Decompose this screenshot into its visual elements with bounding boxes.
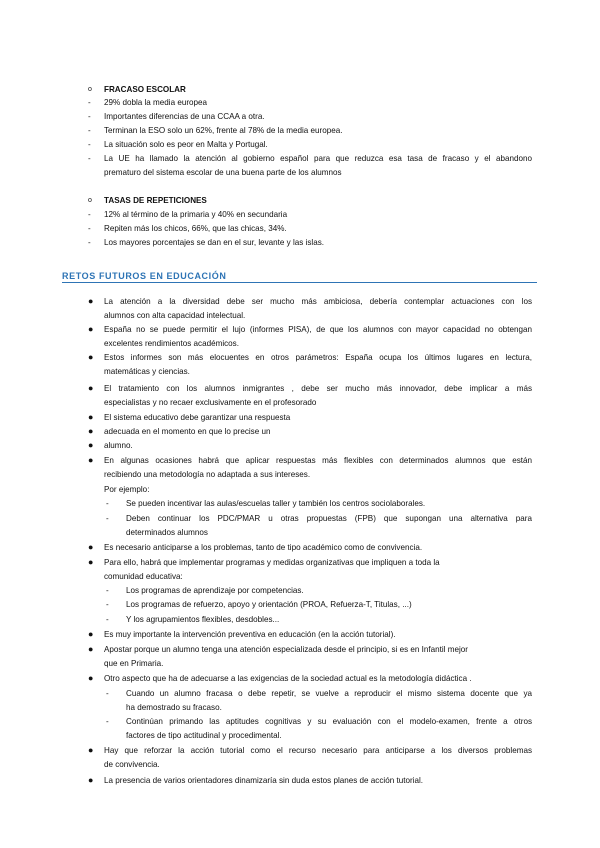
list-item-continuation: que en Primaria. bbox=[104, 659, 164, 668]
sub-list-item: Los programas de aprendizaje por competencias. bbox=[126, 586, 304, 595]
list-item: España no se puede permitir el lujo (informes PISA), de que los alumnos con mayor capacidad no obtengan bbox=[104, 325, 532, 334]
list-item: adecuada en el momento en que lo precise un bbox=[104, 427, 271, 436]
dash-icon: - bbox=[88, 154, 91, 163]
sub-list-item: Y los agrupamientos flexibles, desdobles... bbox=[126, 615, 280, 624]
circle-bullet-icon: o bbox=[88, 86, 92, 93]
list-item: El sistema educativo debe garantizar una respuesta bbox=[104, 413, 291, 422]
dash-icon: - bbox=[88, 126, 91, 135]
bullet-icon: ● bbox=[88, 455, 94, 465]
dash-icon: - bbox=[88, 224, 91, 233]
heading-text: RETOS FUTUROS EN EDUCACIÓN bbox=[62, 271, 227, 281]
list-item-continuation: comunidad educativa: bbox=[104, 572, 183, 581]
dash-icon: - bbox=[106, 600, 109, 609]
list-item: Importantes diferencias de una CCAA a otra. bbox=[104, 112, 265, 121]
bullet-icon: ● bbox=[88, 412, 94, 422]
bullet-icon: ● bbox=[88, 557, 94, 567]
list-item: 29% dobla la media europea bbox=[104, 98, 208, 107]
section-title-fracaso: FRACASO ESCOLAR bbox=[104, 85, 186, 94]
list-item: Estos informes son más elocuentes en otros parámetros: España ocupa los últimos lugares en lectura, bbox=[104, 353, 532, 362]
sub-list-item: Se pueden incentivar las aulas/escuelas taller y también los centros sociolaborales. bbox=[126, 499, 426, 508]
circle-bullet-icon: o bbox=[88, 197, 92, 204]
list-item-continuation: recibiendo una metodología no adaptada a sus intereses. bbox=[104, 470, 311, 479]
list-item: La presencia de varios orientadores dinamizaría sin duda estos planes de acción tutorial. bbox=[104, 776, 423, 785]
list-item: El tratamiento con los alumnos inmigrantes , debe ser mucho más innovador, debe implicar a más bbox=[104, 384, 532, 393]
sub-list-item: Los programas de refuerzo, apoyo y orientación (PROA, Refuerza-T, Titulas, ...) bbox=[126, 600, 412, 609]
list-item: Es necesario anticiparse a los problemas, tanto de tipo académico como de convivencia. bbox=[104, 543, 423, 552]
dash-icon: - bbox=[106, 689, 109, 698]
dash-icon: - bbox=[106, 514, 109, 523]
bullet-icon: ● bbox=[88, 296, 94, 306]
list-item: Hay que reforzar la acción tutorial como el recurso necesario para anticiparse a los diversos problemas bbox=[104, 746, 532, 755]
dash-icon: - bbox=[106, 586, 109, 595]
list-item: Apostar porque un alumno tenga una atención especializada desde el principio, si es en Infantil mejor bbox=[104, 645, 469, 654]
bullet-icon: ● bbox=[88, 352, 94, 362]
bullet-icon: ● bbox=[88, 775, 94, 785]
bullet-icon: ● bbox=[88, 324, 94, 334]
list-item-continuation: excelentes rendimientos académicos. bbox=[104, 339, 239, 348]
list-item: Repiten más los chicos, 66%, que las chicas, 34%. bbox=[104, 224, 287, 233]
bullet-icon: ● bbox=[88, 542, 94, 552]
list-item: La atención a la diversidad debe ser mucho más ambiciosa, debería contemplar actuaciones con los bbox=[104, 297, 532, 306]
sub-list-item: Cuando un alumno fracasa o debe repetir, se vuelve a reproducir el mismo sistema docente que ya bbox=[126, 689, 532, 698]
sub-list-item-continuation: determinados alumnos bbox=[126, 528, 208, 537]
list-item: Los mayores porcentajes se dan en el sur, levante y las islas. bbox=[104, 238, 324, 247]
bullet-icon: ● bbox=[88, 426, 94, 436]
list-item-continuation: Por ejemplo: bbox=[104, 485, 150, 494]
dash-icon: - bbox=[88, 112, 91, 121]
bullet-icon: ● bbox=[88, 383, 94, 393]
dash-icon: - bbox=[88, 210, 91, 219]
list-item: Otro aspecto que ha de adecuarse a las exigencias de la sociedad actual es la metodología didáctica . bbox=[104, 674, 472, 683]
dash-icon: - bbox=[106, 615, 109, 624]
dash-icon: - bbox=[106, 717, 109, 726]
sub-list-item-continuation: factores de tipo actitudinal y procedimental. bbox=[126, 731, 282, 740]
sub-list-item: Continúan primando las aptitudes cognitivas y su evaluación con el modelo-examen, frente a otros bbox=[126, 717, 532, 726]
section-title-repeticiones: TASAS DE REPETICIONES bbox=[104, 196, 207, 205]
bullet-icon: ● bbox=[88, 629, 94, 639]
list-item: 12% al término de la primaria y 40% en secundaria bbox=[104, 210, 288, 219]
dash-icon: - bbox=[88, 140, 91, 149]
dash-icon: - bbox=[106, 499, 109, 508]
list-item-continuation: alumnos con alta capacidad intelectual. bbox=[104, 311, 246, 320]
list-item: Es muy importante la intervención preventiva en educación (en la acción tutorial). bbox=[104, 630, 396, 639]
bullet-icon: ● bbox=[88, 745, 94, 755]
dash-icon: - bbox=[88, 238, 91, 247]
dash-icon: - bbox=[88, 98, 91, 107]
list-item: alumno. bbox=[104, 441, 133, 450]
sub-list-item-continuation: ha demostrado su fracaso. bbox=[126, 703, 222, 712]
list-item: La situación solo es peor en Malta y Portugal. bbox=[104, 140, 268, 149]
list-item: La UE ha llamado la atención al gobierno español para que reduzca esa tasa de fracaso y el abandono bbox=[104, 154, 532, 163]
list-item: En algunas ocasiones habrá que aplicar respuestas más flexibles con determinados alumnos que están bbox=[104, 456, 532, 465]
section-heading-retos bbox=[62, 266, 537, 283]
list-item-continuation: matemáticas y ciencias. bbox=[104, 367, 190, 376]
sub-list-item: Deben continuar los PDC/PMAR u otras propuestas (FPB) que supongan una alternativa para bbox=[126, 514, 532, 523]
bullet-icon: ● bbox=[88, 440, 94, 450]
bullet-icon: ● bbox=[88, 644, 94, 654]
list-item: Para ello, habrá que implementar programas y medidas organizativas que impliquen a toda la bbox=[104, 558, 440, 567]
list-item: Terminan la ESO solo un 62%, frente al 78% de la media europea. bbox=[104, 126, 343, 135]
list-item-continuation: prematuro del sistema escolar de una buena parte de los alumnos bbox=[104, 168, 342, 177]
list-item-continuation: especialistas y no recaer exclusivamente en el profesorado bbox=[104, 398, 317, 407]
list-item-continuation: de convivencia. bbox=[104, 760, 160, 769]
bullet-icon: ● bbox=[88, 673, 94, 683]
